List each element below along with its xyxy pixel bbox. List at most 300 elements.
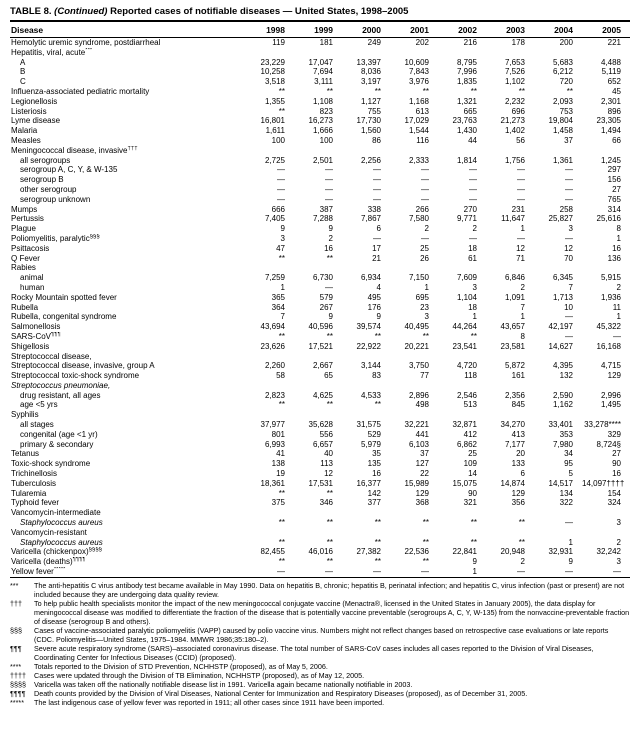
disease-label: Typhoid fever: [11, 498, 60, 508]
table-row: [10, 136, 630, 146]
value-cell: 7: [520, 302, 525, 312]
value-cell: 23: [420, 302, 429, 312]
table-row: [10, 547, 630, 557]
disease-label: Poliomyelitis, paralytic§§§: [11, 233, 100, 243]
value-cell: 1,430: [456, 126, 477, 136]
footnote: [10, 671, 630, 680]
value-cell: 23,763: [452, 116, 477, 126]
value-cell: 498: [415, 400, 429, 410]
value-cell: **: [326, 557, 333, 567]
footnote-text: Cases were updated through the Division of TB Elimination, NCHHSTP (proposed), as of May 12, 2005.: [34, 670, 365, 680]
disease-label: Lyme disease: [11, 116, 61, 126]
value-cell: 4: [376, 282, 381, 292]
value-cell: 249: [367, 38, 381, 47]
value-cell: 90: [468, 488, 477, 498]
value-cell: 202: [415, 38, 429, 47]
value-cell: —: [517, 233, 525, 243]
value-cell: 23,541: [452, 341, 477, 351]
value-cell: —: [325, 184, 333, 194]
value-cell: [438, 48, 486, 58]
value-cell: 10: [564, 302, 573, 312]
disease-label: Varicella (deaths)¶¶¶¶: [11, 557, 86, 567]
value-cell: 1,402: [504, 126, 525, 136]
value-cell: 5: [568, 469, 573, 479]
disease-label: Streptococcal disease, invasive, group A: [11, 361, 155, 371]
value-cell: 8,724§: [596, 439, 621, 449]
value-cell: 20: [516, 449, 525, 459]
value-cell: 1,713: [552, 292, 573, 302]
disease-label: drug resistant, all ages: [20, 390, 101, 400]
footnote-marker: §§§: [10, 625, 22, 635]
value-cell: [582, 146, 630, 156]
value-cell: [294, 381, 342, 391]
disease-label: all stages: [20, 420, 54, 430]
disease-label: serogroup B: [20, 175, 64, 185]
value-cell: 71: [516, 253, 525, 263]
value-cell: 267: [319, 302, 333, 312]
value-cell: 6: [376, 224, 381, 234]
disease-label: Q Fever: [11, 253, 40, 263]
value-cell: 3: [280, 233, 285, 243]
value-cell: 40: [324, 449, 333, 459]
value-cell: 529: [367, 429, 381, 439]
value-cell: —: [294, 567, 342, 577]
value-cell: 1,355: [264, 96, 285, 106]
value-cell: 896: [607, 106, 621, 116]
value-cell: 46,016: [308, 547, 333, 557]
value-cell: 100: [319, 135, 333, 145]
value-cell: 178: [511, 38, 525, 47]
value-cell: **: [374, 331, 381, 341]
column-header-2001: 2001: [390, 21, 438, 38]
footnote-marker: ††††: [10, 670, 26, 680]
value-cell: 9: [568, 557, 573, 567]
footnote-text: Death counts provided by the Division of Viral Diseases, National Center for Immunization and Respiratory Diseases (proposed), as of December 31, 2005.: [34, 688, 528, 698]
value-cell: 116: [416, 135, 429, 145]
disease-label: Varicella (chickenpox)§§§§: [11, 547, 103, 557]
value-cell: [486, 508, 534, 518]
value-cell: 9: [328, 224, 333, 234]
value-cell: 34: [564, 449, 573, 459]
table-row: [10, 391, 630, 401]
value-cell: 16: [372, 469, 381, 479]
disease-label: other serogroup: [20, 184, 77, 194]
value-cell: —: [373, 175, 381, 185]
value-cell: **: [278, 86, 285, 96]
table-group-row: [10, 410, 630, 420]
value-cell: **: [518, 86, 525, 96]
value-cell: **: [374, 557, 381, 567]
value-cell: 3,518: [264, 77, 285, 87]
value-cell: 7,405: [264, 214, 285, 224]
value-cell: 7,150: [408, 273, 429, 283]
table-row: [10, 224, 630, 234]
disease-label: Streptococcal disease,: [11, 351, 92, 361]
value-cell: 37,977: [260, 420, 285, 430]
table-row: [10, 303, 630, 313]
value-cell: [534, 48, 582, 58]
disease-label: B: [20, 67, 26, 77]
value-cell: —: [517, 194, 525, 204]
value-cell: 20,221: [404, 341, 429, 351]
value-cell: —: [277, 194, 285, 204]
value-cell: 19: [276, 469, 285, 479]
disease-label: Streptococcal toxic-shock syndrome: [11, 371, 140, 381]
value-cell: 2,590: [552, 390, 573, 400]
table-row: [10, 312, 630, 322]
footnote-text: The anti-hepatitis C virus antibody test became available in May 1990. Data on hepatitis B, chronic; hepatitis B, perinatal infection; and hepatitis C, virus infection (past or present) are not included because they are undergoing data quality review.: [34, 580, 625, 599]
table-row: [10, 195, 630, 205]
footnote-reference: §§§§: [88, 547, 103, 553]
value-cell: 39,574: [356, 322, 381, 332]
value-cell: 231: [511, 204, 525, 214]
value-cell: 365: [271, 292, 285, 302]
value-cell: 14,097††††: [582, 478, 625, 488]
value-cell: —: [277, 165, 285, 175]
value-cell: 2: [616, 282, 621, 292]
value-cell: 8: [616, 224, 621, 234]
value-cell: 3: [616, 557, 621, 567]
value-cell: 43,657: [500, 322, 525, 332]
value-cell: [534, 263, 582, 273]
value-cell: 27: [612, 449, 621, 459]
value-cell: 696: [511, 106, 525, 116]
footnote-marker: ¶¶¶: [10, 643, 22, 653]
value-cell: 1: [616, 233, 621, 243]
value-cell: 3: [568, 224, 573, 234]
value-cell: 823: [319, 106, 333, 116]
value-cell: —: [517, 175, 525, 185]
value-cell: 5,915: [600, 273, 621, 283]
value-cell: [246, 48, 294, 58]
footnote: [10, 626, 630, 644]
table-row: [10, 459, 630, 469]
value-cell: 324: [607, 498, 621, 508]
table-row: [10, 254, 630, 264]
value-cell: **: [326, 86, 333, 96]
value-cell: [438, 352, 486, 362]
value-cell: [246, 410, 294, 420]
value-cell: 4,715: [600, 361, 621, 371]
value-cell: —: [565, 175, 573, 185]
value-cell: 2,896: [408, 390, 429, 400]
footnote-marker: ¶¶¶¶: [10, 688, 26, 698]
value-cell: [582, 352, 630, 362]
value-cell: [390, 508, 438, 518]
value-cell: 47: [276, 243, 285, 253]
footnotes-section: [10, 581, 630, 707]
value-cell: 12: [564, 243, 573, 253]
value-cell: 2,725: [264, 155, 285, 165]
value-cell: 2,260: [264, 361, 285, 371]
table-row: [10, 567, 630, 577]
disease-label: serogroup A, C, Y, & W-135: [20, 165, 118, 175]
table-row: [10, 165, 630, 175]
value-cell: 7,867: [360, 214, 381, 224]
disease-label: Plague: [11, 224, 36, 234]
value-cell: 17: [372, 243, 381, 253]
footnote-text: Totals reported to the Division of STD Prevention, NCHHSTP (proposed), as of May 5, 2006.: [34, 661, 328, 671]
notifiable-diseases-table: [10, 20, 630, 578]
value-cell: 100: [271, 135, 285, 145]
value-cell: [294, 48, 342, 58]
value-cell: **: [422, 86, 429, 96]
disease-label: Streptococcus pneumoniae,: [11, 380, 111, 390]
value-cell: —: [565, 184, 573, 194]
value-cell: 6,862: [456, 439, 477, 449]
disease-label: age <5 yrs: [20, 400, 58, 410]
value-cell: 6,657: [312, 439, 333, 449]
value-cell: —: [390, 567, 438, 577]
value-cell: 7,694: [312, 67, 333, 77]
value-cell: 25: [468, 449, 477, 459]
value-cell: —: [517, 184, 525, 194]
value-cell: [534, 146, 582, 156]
value-cell: [390, 528, 438, 538]
table-title: [10, 6, 630, 17]
value-cell: 82,455: [260, 547, 285, 557]
column-header-2000: 2000: [342, 21, 390, 38]
value-cell: [342, 146, 390, 156]
value-cell: 1,756: [504, 155, 525, 165]
value-cell: 1,611: [265, 126, 285, 136]
value-cell: 765: [607, 194, 621, 204]
value-cell: 1,321: [456, 96, 477, 106]
value-cell: 37: [420, 449, 429, 459]
value-cell: **: [278, 557, 285, 567]
disease-label: Staphylococcus aureus: [20, 518, 103, 528]
value-cell: 83: [372, 371, 381, 381]
value-cell: 7,653: [504, 57, 525, 67]
value-cell: 17,029: [404, 116, 429, 126]
value-cell: 6,934: [360, 273, 381, 283]
value-cell: **: [566, 86, 573, 96]
table-row: [10, 449, 630, 459]
value-cell: 1: [616, 312, 621, 322]
footnote-marker: §§§§: [10, 679, 26, 689]
value-cell: 7: [568, 282, 573, 292]
value-cell: 368: [415, 498, 429, 508]
value-cell: 161: [511, 371, 525, 381]
value-cell: [246, 263, 294, 273]
value-cell: 377: [367, 498, 381, 508]
value-cell: 6,993: [264, 439, 285, 449]
value-cell: —: [325, 282, 333, 292]
value-cell: 16,377: [356, 478, 381, 488]
value-cell: 7,177: [504, 439, 525, 449]
value-cell: **: [470, 331, 477, 341]
table-row: [10, 126, 630, 136]
value-cell: 322: [559, 498, 573, 508]
value-cell: 10,258: [260, 67, 285, 77]
value-cell: 18,361: [260, 478, 285, 488]
table-group-row: [10, 528, 630, 538]
value-cell: 753: [559, 106, 573, 116]
value-cell: —: [373, 165, 381, 175]
value-cell: 1,458: [552, 126, 573, 136]
value-cell: 156: [607, 175, 621, 185]
value-cell: 33,401: [548, 420, 573, 430]
value-cell: [342, 508, 390, 518]
value-cell: 1,495: [600, 400, 621, 410]
value-cell: 2,667: [312, 361, 333, 371]
value-cell: 11: [612, 302, 621, 312]
value-cell: 3: [616, 518, 621, 528]
value-cell: [438, 508, 486, 518]
value-cell: 16,168: [596, 341, 621, 351]
value-cell: [390, 263, 438, 273]
disease-label: Influenza-associated pediatric mortality: [11, 86, 150, 96]
value-cell: 1,104: [456, 292, 477, 302]
value-cell: **: [518, 518, 525, 528]
value-cell: [294, 410, 342, 420]
value-cell: —: [277, 175, 285, 185]
value-cell: 6,846: [504, 273, 525, 283]
table-row: [10, 479, 630, 489]
value-cell: 1: [280, 282, 285, 292]
value-cell: 17,521: [308, 341, 333, 351]
value-cell: 4,488: [600, 57, 621, 67]
disease-label: Tularemia: [11, 488, 47, 498]
value-cell: —: [469, 233, 477, 243]
table-row: [10, 283, 630, 293]
value-cell: 1,936: [600, 292, 621, 302]
disease-label: primary & secondary: [20, 439, 94, 449]
value-cell: 23,229: [260, 57, 285, 67]
disease-label: Pertussis: [11, 214, 44, 224]
value-cell: 3,976: [408, 77, 429, 87]
value-cell: **: [422, 518, 429, 528]
footnote-text: Varicella was taken off the nationally notifiable disease list in 1991. Varicella again became nationally notifiable in 2003.: [34, 679, 413, 689]
value-cell: 2,356: [504, 390, 525, 400]
table-row: [10, 489, 630, 499]
value-cell: 43,694: [260, 322, 285, 332]
value-cell: 119: [272, 38, 285, 47]
value-cell: 1: [438, 567, 486, 577]
value-cell: 7,259: [264, 273, 285, 283]
column-header-2002: 2002: [438, 21, 486, 38]
value-cell: 26: [420, 253, 429, 263]
column-header-2004: 2004: [534, 21, 582, 38]
value-cell: 6,345: [552, 273, 573, 283]
disease-label: Rubella, congenital syndrome: [11, 312, 117, 322]
disease-label: Psittacosis: [11, 243, 50, 253]
value-cell: **: [422, 537, 429, 547]
disease-label: SARS-CoV¶¶¶: [11, 331, 61, 341]
value-cell: 2,093: [552, 96, 573, 106]
value-cell: 579: [319, 292, 333, 302]
value-cell: 513: [463, 400, 477, 410]
disease-label: Toxic-shock syndrome: [11, 459, 91, 469]
value-cell: 353: [559, 429, 573, 439]
value-cell: [246, 508, 294, 518]
value-cell: 133: [511, 459, 525, 469]
table-header-row: [10, 21, 630, 38]
value-cell: 6: [520, 469, 525, 479]
value-cell: 8: [520, 331, 525, 341]
value-cell: [294, 352, 342, 362]
value-cell: —: [582, 567, 630, 577]
value-cell: 15,075: [452, 478, 477, 488]
value-cell: [486, 146, 534, 156]
value-cell: 12: [324, 469, 333, 479]
value-cell: **: [374, 86, 381, 96]
value-cell: [486, 528, 534, 538]
value-cell: 441: [415, 429, 429, 439]
value-cell: 86: [372, 135, 381, 145]
value-cell: [486, 48, 534, 58]
table-group-row: [10, 508, 630, 518]
value-cell: 35: [372, 449, 381, 459]
value-cell: 56: [516, 135, 525, 145]
value-cell: 31,575: [356, 420, 381, 430]
value-cell: **: [278, 537, 285, 547]
value-cell: 1,544: [408, 126, 429, 136]
value-cell: 61: [468, 253, 477, 263]
value-cell: —: [565, 518, 573, 528]
value-cell: 7,996: [456, 67, 477, 77]
table-row: [10, 420, 630, 430]
value-cell: 176: [367, 302, 381, 312]
value-cell: 34,270: [500, 420, 525, 430]
value-cell: —: [486, 567, 534, 577]
value-cell: 297: [607, 165, 621, 175]
footnote: [10, 698, 630, 707]
disease-label: Measles: [11, 135, 41, 145]
value-cell: 129: [607, 371, 621, 381]
value-cell: 329: [607, 429, 621, 439]
value-cell: 755: [367, 106, 381, 116]
value-cell: [486, 410, 534, 420]
value-cell: —: [421, 175, 429, 185]
value-cell: 7,980: [552, 439, 573, 449]
table-group-row: [10, 352, 630, 362]
value-cell: —: [565, 165, 573, 175]
value-cell: 95: [564, 459, 573, 469]
table-row: [10, 371, 630, 381]
value-cell: 27,382: [356, 547, 381, 557]
value-cell: 666: [271, 204, 285, 214]
value-cell: 5,119: [601, 67, 621, 77]
value-cell: 8,036: [360, 67, 381, 77]
value-cell: [342, 48, 390, 58]
value-cell: —: [325, 175, 333, 185]
value-cell: [582, 263, 630, 273]
value-cell: [438, 263, 486, 273]
value-cell: 3,144: [360, 361, 381, 371]
value-cell: 3,111: [314, 77, 333, 87]
value-cell: 364: [271, 302, 285, 312]
value-cell: 3: [424, 312, 429, 322]
table-row: [10, 244, 630, 254]
value-cell: 9: [280, 224, 285, 234]
value-cell: 129: [415, 488, 429, 498]
value-cell: 18: [468, 302, 477, 312]
value-cell: 258: [559, 204, 573, 214]
value-cell: [534, 528, 582, 538]
value-cell: 266: [415, 204, 429, 214]
value-cell: [342, 528, 390, 538]
value-cell: 58: [276, 371, 285, 381]
footnote: [10, 689, 630, 698]
value-cell: 23,581: [500, 341, 525, 351]
footnote-text: Cases of vaccine-associated paralytic poliomyelitis (VAPP) caused by polio vaccine virus. Numbers might not reflect changes based on retrospective case evaluations or late reports (CDC. Poliomyelitis—United States, 1975–1984. MMWR 1986;35:180–2).: [34, 625, 609, 644]
value-cell: 18: [468, 243, 477, 253]
value-cell: 801: [271, 429, 285, 439]
table-row: [10, 498, 630, 508]
value-cell: [582, 528, 630, 538]
value-cell: 9: [328, 312, 333, 322]
